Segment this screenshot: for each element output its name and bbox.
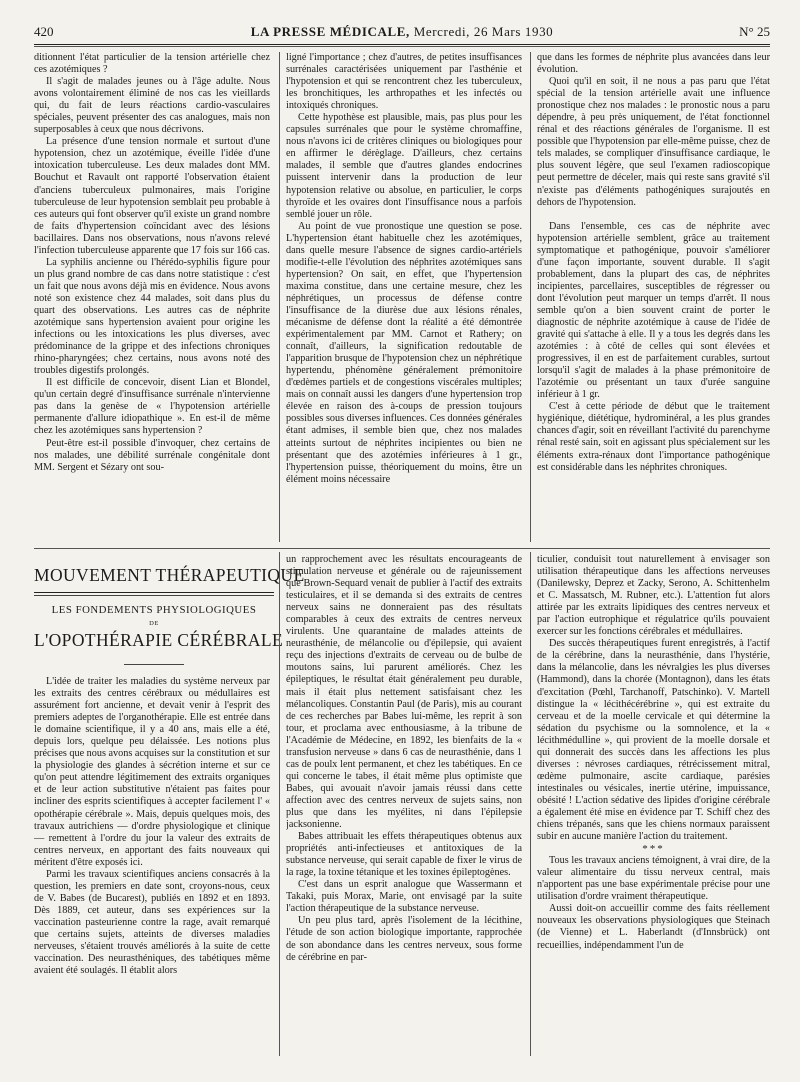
journal-title-line (34, 24, 770, 40)
paragraph: La syphilis ancienne ou l'hérédo-syphilis figure pour un plus grand nombre de cas dans notre statistique : c'est un fait que nous avons déjà mis en évidence. Nous avons noté son existence chez 44 malades, soit dans plus du quart des observations. Les autres cas de néphrite azotémique sans hypertension avaient pour origine les infections ou les intoxications les plus diverses, avec prédominance de la grippe et des infections chroniques rhino-pharyngées; chez certains, nous avons noté des troubles digestifs prolongés. (34, 256, 270, 377)
top-column-3 (537, 52, 770, 544)
column-divider (279, 552, 280, 1056)
column-divider (279, 52, 280, 542)
top-column-2 (286, 52, 522, 544)
paragraph: Aussi doit-on accueillir comme des faits réellement nouveaux les observations physiologiques que Steinach (de Vienne) et L. Haberlandt (d'Innsbrück) ont recueillies, indépendamment l'un de (537, 903, 770, 951)
bottom-column-2 (286, 554, 522, 1056)
paragraph: Parmi les travaux scientifiques anciens consacrés à la question, les premiers en date sont, croyons-nous, ceux de V. Babes (de Bucarest), publiés en 1892 et en 1893. Dès 1889, cet auteur, dans ses expériences sur la vaccination pasteurienne contre la rage, avait remarqué que certains sujets, atteints de diverses maladies nerveuses, s'étaient trouvés améliorés à la suite de cette vaccination. Des neurasthéniques, des tabétiques même avaient été soulagés. Il établit alors (34, 868, 270, 977)
top-column-1 (34, 52, 270, 544)
paragraph: Cette hypothèse est plausible, mais, pas plus pour les capsules surrénales que pour le système chromaffine, nous n'avons ici de critères cliniques ou biologiques pour en affirmer le dérèglage. D'ailleurs, chez certains malades, il semble que d'autres glandes endocrines puissent intervenir dans la production de leur hypotension relative ou absolue, en particulier, le corps thyroïde et les ovaires dont l'insuffisance nous a parfois semblé jouer un rôle. (286, 112, 522, 220)
page-header (34, 24, 770, 40)
paragraph: Tous les travaux anciens témoignent, à vrai dire, de la valeur alimentaire du tissu nerveux central, mais n'apportent pas une base expérimentale précise pour une utilisation d'ordre vraiment thérapeutique. (537, 855, 770, 903)
paragraph: ditionnent l'état particulier de la tension artérielle chez ces azotémiques ? (34, 52, 270, 76)
bottom-column-3 (537, 554, 770, 1056)
header-rule-thin (34, 46, 770, 47)
article-title: L'OPOTHÉRAPIE CÉRÉBRALE (34, 630, 284, 650)
paragraph: Babes attribuait les effets thérapeutiques obtenus aux propriétés anti-infectieuses et antitoxiques de la substance nerveuse, qui serait capable de fixer le virus de la rage, la toxine tétanique et les toxines épileptogènes. (286, 831, 522, 879)
section-divider (34, 548, 770, 549)
paragraph: C'est dans un esprit analogue que Wassermann et Takaki, puis Morax, Marie, ont envisagé par la suite l'action thérapeutique de la substance nerveuse. (286, 879, 522, 915)
paragraph: C'est à cette période de début que le traitement hygiénique, diététique, hydrominéral, a les plus grandes chances d'agir, soit en réveillant l'activité du parenchyme rénal resté sain, soit en agissant plus spécialement sur les éléments extra-rénaux dont l'importance pathogénique est considérable dans les néphrites chroniques. (537, 401, 770, 473)
paragraph: Un peu plus tard, après l'isolement de la lécithine, l'étude de son action biologique importante, rapprochée de son abondance dans les centres nerveux, sous forme de cérébrine en par- (286, 915, 522, 963)
title-underline (124, 664, 184, 665)
issue-number: N° 25 (739, 24, 770, 39)
paragraph: L'idée de traiter les maladies du système nerveux par les extraits des centres cérébraux ou médullaires est assurément fort ancienne, et devait venir à l'esprit des premiers adeptes de l'organothérapie. Elle est entrée dans le domaine scientifique, il y a 40 ans, mais elle a été, depuis lors, quelque peu délaissée. Les notions plus précises que nous avons acquises sur la constitution et sur la physiologie des glandes à sécrétion interne et sur ce qu'on peut attendre légitimement des extraits organiques et de leur action substitutive n'étaient pas faites pour incliner des esprits scientifiques à accepter facilement l' « opothérapie cérébrale ». Mais, depuis quelques mois, des travaux autrichiens — d'ordre physiologique et clinique — remettent à l'ordre du jour la valeur des extraits de centres nerveux, en apportant des faits nouveaux qui méritent d'être exposés ici. (34, 676, 270, 868)
paragraph: Il s'agit de malades jeunes ou à l'âge adulte. Nous avons volontairement éliminé de nos cas les vieillards qui, du fait de leurs réactions cardio-vasculaires spéciales, peuvent présenter des cas analogues, mais non superposables à ceux que nous décrivons. (34, 76, 270, 136)
paragraph: Au point de vue pronostique une question se pose. L'hypertension étant habituelle chez les azotémiques, dans quelle mesure l'absence de signes cardio-artériels modifie-t-elle l'évolution des néphrites azotémiques sans hypertension? On sait, en effet, que l'hypertension maxima constitue, dans une certaine mesure, chez les néphrétiques, un processus de défense contre l'insuffisance de la diurèse due aux lésions rénales, mécanisme de défense dont la réalité a été démontrée expérimentalement par MM. Carnot et Rathery; on connaît, d'ailleurs, la signification redoutable de l'apparition brusque de l'hypotension chez un néphrétique hypertendu, phénomène généralement prémonitoire d'œdèmes partiels et de congestions viscérales multiples; mais on connaît aussi les dangers d'une hypertension trop élevée en raison des à-coups de pression toujours possibles sous diverses influences. Ces données générales étant admises, il semble bien que, chez nos malades atteints surtout de néphrites incipientes ou bien ne présentant que des azotémies inférieures à 1 gr., l'hypertension puisse, théoriquement du moins, être un élément moins nécessaire (286, 220, 522, 485)
title-rule-thin (34, 595, 274, 596)
column-divider (530, 552, 531, 1056)
paragraph: Dans l'ensemble, ces cas de néphrite avec hypotension artérielle semblent, grâce au traitement symptomatique et pathogénique, pouvoir s'améliorer d'une façon importante, souvent durable. Il s'agit probablement, dans la plupart des cas, de néphrites incipientes, parcellaires, susceptibles de régresser ou dont l'évolution peut marquer un temps d'arrêt. Il nous semble qu'on a bien souvent craint de porter le diagnostic de néphrite azotémique à cause de l'idée de gravité qui s'attache à elle. Il y a tous les degrés dans les azotémies : à côté de celles qui sont élevées et progressives, il en est de parfaitement curables, surtout lorsqu'il s'agit de malades à la phase prémonitoire de l'azotémie ou présentant un taux d'urée sanguine inférieur à 1 gr. (537, 220, 770, 401)
paragraph: Peut-être est-il possible d'invoquer, chez certains de nos malades, une débilité surrénale congénitale dont MM. Sergent et Sézary ont sou- (34, 437, 270, 473)
paragraph: ticulier, conduisit tout naturellement à envisager son utilisation thérapeutique dans les affections nerveuses (Danilewsky, Deprez et Zacky, Serono, A. Schittenhelm et C. Massatsch, M. Rubner, etc.). L'attention fut alors attirée par les extraits lipidiques des centres nerveux et par l'action eutrophique et régulatrice qu'ils pouvaient exercer sur les fonctions cérébrales et médullaires. (537, 554, 770, 638)
paragraph: que dans les formes de néphrite plus avancées dans leur évolution. (537, 52, 770, 76)
article-subtitle-connector: DE (149, 620, 159, 627)
section-separator-asterisks: *** (642, 843, 665, 856)
paragraph: Des succès thérapeutiques furent enregistrés, à l'actif de la cérébrine, dans la neurasthénie, dans l'hystérie, dans la mélancolie, dans les névralgies les plus diverses (Hammond), dans la chorée (Montagnon), dans les états d'excitation (Pœhl, Tarchanoff, Patschinko). V. Martell distingue la « lécithécérébrine », qui est extraite du cerveau et de la moelle cervicale et qui détermine la sédation du psychisme ou la somnolence, et la « lécithmédulline », qui provient de la moelle dorsale et qui donnerait des succès dans les affections les plus diverses : névroses cardiaques, rétrécissement mitral, œdème pulmonaire, ascite cardiaque, parésies intestinales ou vésicales, inertie utérine, impuissance, obésité ! L'action sédative des lipides d'origine cérébrale a également été mise en évidence par T. Schiff chez des chiens trépanés, sans que les chiens normaux paraissent subir en aucune manière l'action du traitement. (537, 638, 770, 843)
page-number: 420 (34, 24, 54, 39)
paragraph: La présence d'une tension normale et surtout d'une hypotension, chez un azotémique, éveille l'idée d'une intoxication tuberculeuse. Les deux malades dont MM. Bouchut et Ravault ont rapporté l'observation étaient d'anciens tuberculeux pulmonaires, mais l'origine tuberculeuse de leur hypotension semblait peu probable à ces auteurs qui font observer qu'il existe un grand nombre de faits d'hypertension coïncidant avec des lésions bacillaires. Dans nos observations, nous n'avons relevé l'infection tuberculeuse apparente que 17 fois sur 166 cas. (34, 136, 270, 256)
paragraph: Quoi qu'il en soit, il ne nous a pas paru que l'état spécial de la tension artérielle avait une influence pronostique chez nos malades : le pronostic nous a paru dépendre, à peu près uniquement, de l'état fonctionnel rénal et des réactions générales de l'organisme. Il est possible que l'hypotension par elle-même puisse, chez de tels malades, se compliquer d'insuffisance cardiaque, le plus souvent légère, que seul l'examen radioscopique peut permettre de déceler, mais qui reste sans gravité s'il n'existe pas d'éléments pathogéniques surajoutés en dehors de l'hypotension. (537, 76, 770, 208)
section-title: MOUVEMENT THÉRAPEUTIQUE (34, 565, 305, 585)
article-subtitle: LES FONDEMENTS PHYSIOLOGIQUES (51, 604, 257, 616)
journal-name: LA PRESSE MÉDICALE, (250, 24, 410, 39)
paragraph: un rapprochement avec les résultats encourageants de stimulation nerveuse et générale ou de rajeunissement que Brown-Sequard venait de publier à l'actif des extraits testiculaires, et il se demanda si des extraits de centres nerveux sains ne donneraient pas des résultats comparables à ceux des extraits de centres nerveux virulents. Une quarantaine de malades atteints de neurasthénie, de mélancolie ou d'épilepsie, qui avaient reçu des injections d'extraits de cerveau ou de bulbe de moutons sains, lui parurent améliorés. Chez les épileptiques, le résultat était généralement peu durable, mais il était plus nettement satisfaisant chez les mélancoliques. Constantin Paul (de Paris), mis au courant de ces recherches par Babes lui-même, les reprit à son tour, et proclama avec enthousiasme, à la tribune de l'Académie de Médecine, en 1892, les bienfaits de la « transfusion nerveuse » dans 6 cas de neurasthénie, dans 1 cas de poulx lent permanent, et chez les tabétiques. En ce qui concerne le tabes, il était même plus optimiste que Babes, qui avouait n'avoir jamais réussi dans cette affection avec des centres nerveux de sujets sains, non plus que dans les myélites, ni dans l'épilepsie jacksonienne. (286, 554, 522, 831)
paragraph: ligné l'importance ; chez d'autres, de petites insuffisances surrénales caractérisées uniquement par l'asthénie et l'hypotension et qui se rencontrent chez les tuberculeux, les bronchitiques, les arthropathes et les infectés ou intoxiqués chroniques. (286, 52, 522, 112)
header-rule (34, 44, 770, 45)
column-divider (530, 52, 531, 542)
bottom-column-1 (34, 676, 270, 1056)
title-rule (34, 592, 274, 593)
issue-date: Mercredi, 26 Mars 1930 (413, 24, 554, 39)
paragraph: Il est difficile de concevoir, disent Lian et Blondel, qu'un certain degré d'insuffisance surrénale n'intervienne pas dans la genèse de « l'hypotension artérielle permanente d'allure idiopathique ». En est-il de même chez les azotémiques sans hypertension ? (34, 377, 270, 437)
